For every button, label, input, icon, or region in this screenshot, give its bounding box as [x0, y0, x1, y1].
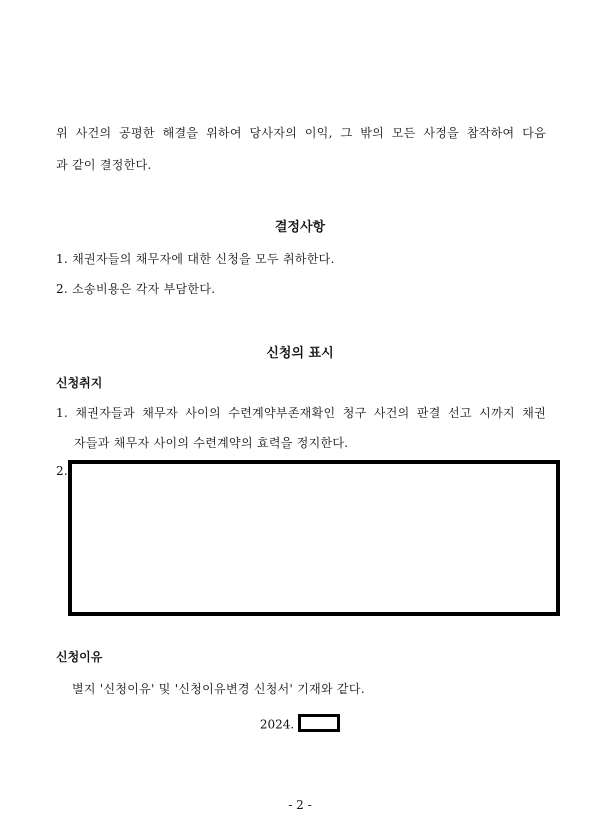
- decision-item-2: 2. 소송비용은 각자 부담한다.: [56, 282, 216, 296]
- redaction-box-large: [68, 460, 560, 616]
- purpose-heading: 신청취지: [56, 376, 103, 390]
- date-year: 2024.: [259, 717, 295, 732]
- purpose-item-1-line-2: 자들과 채무자 사이의 수련계약의 효력을 정지한다.: [74, 436, 349, 450]
- decision-item-1: 1. 채권자들의 채무자에 대한 신청을 모두 취하한다.: [56, 252, 335, 266]
- page-number: - 2 -: [288, 798, 312, 812]
- redaction-box-date: [298, 714, 340, 732]
- purpose-item-2-number: 2.: [56, 464, 69, 478]
- reason-text: 별지 '신청이유' 및 '신청이유변경 신청서' 기재와 같다.: [72, 682, 365, 696]
- preamble-line-1: 위 사건의 공평한 해결을 위하여 당사자의 이익, 그 밖의 모든 사정을 참작하여 다음: [56, 126, 546, 140]
- reason-heading: 신청이유: [56, 650, 103, 664]
- purpose-item-1-line-1: 1. 채권자들과 채무자 사이의 수련계약부존재확인 청구 사건의 판결 선고 시까지 채권: [56, 406, 546, 420]
- date-row: [0, 716, 600, 734]
- preamble-line-2: 과 같이 결정한다.: [56, 158, 152, 172]
- application-heading: 신청의 표시: [266, 346, 334, 361]
- decision-heading: 결정사항: [274, 220, 326, 235]
